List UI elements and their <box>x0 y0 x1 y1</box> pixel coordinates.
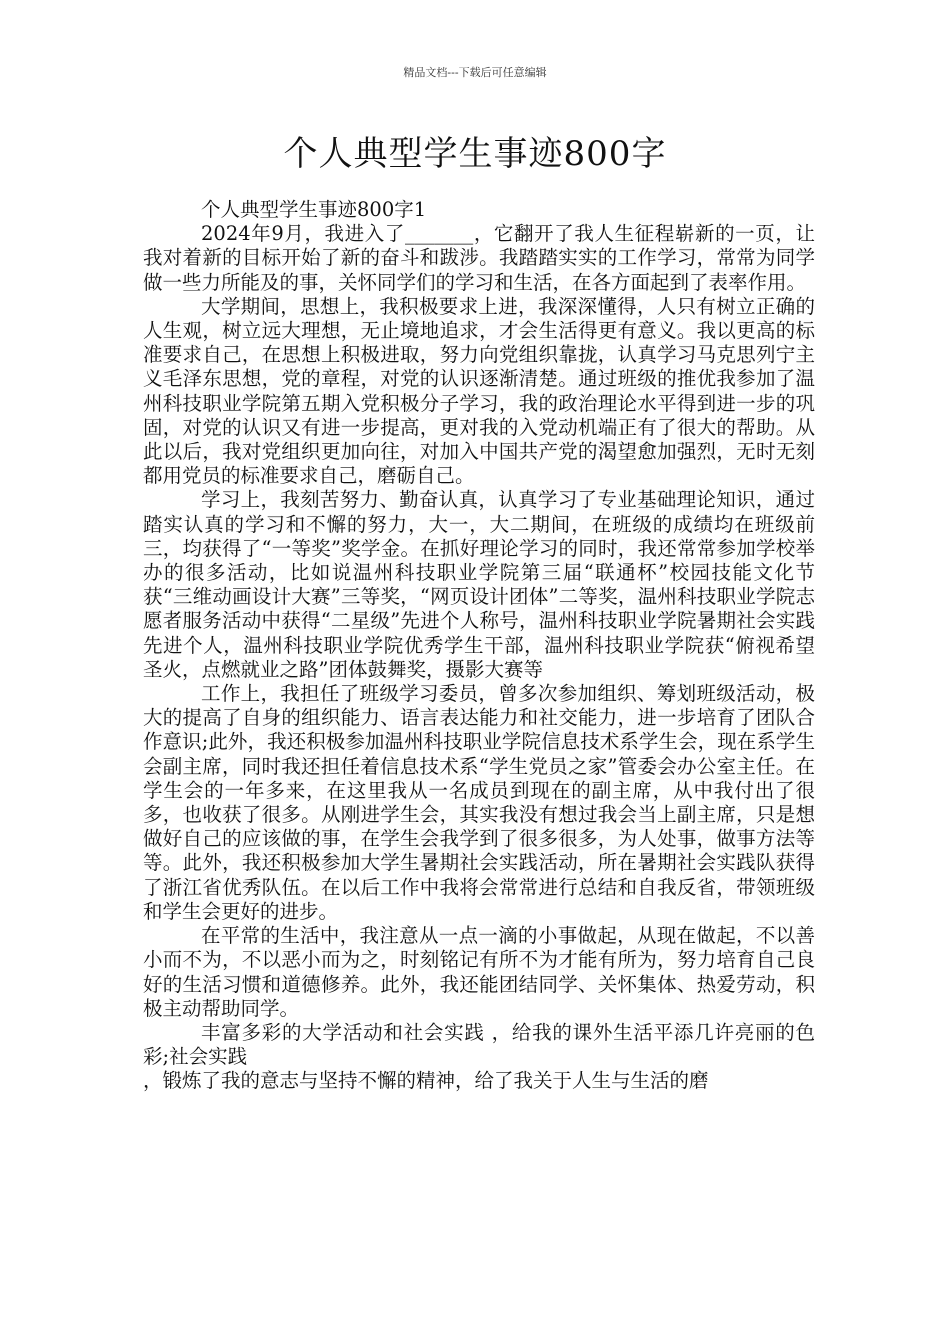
document-title: 个人典型学生事迹800字 <box>283 134 667 174</box>
paragraph-life: 在平常的生活中，我注意从一点一滴的小事做起，从现在做起，不以善小而不为，不以恶小而为之，时刻铭记有所不为才能有所为，努力培育自己良好的生活习惯和道德修养。此外，我还能团结同学、关怀集体、热爱劳动，积极主动帮助同学。 <box>143 924 815 1020</box>
section-heading: 个人典型学生事迹800字1 <box>201 198 427 221</box>
paragraph-study: 学习上，我刻苦努力、勤奋认真，认真学习了专业基础理论知识，通过踏实认真的学习和不懈的努力，大一，大二期间，在班级的成绩均在班级前三，均获得了“一等奖”奖学金。在抓好理论学习的同时，我还常常参加学校举办的很多活动，比如说温州科技职业学院第三届“联通杯”校园技能文化节获“三维动画设计大赛”三等奖，“网页设计团体”二等奖，温州科技职业学院志愿者服务活动中获得“二星级”先进个人称号，温州科技职业学院暑期社会实践先进个人，温州科技职业学院优秀学生干部，温州科技职业学院获“俯视希望圣火，点燃就业之路”团体鼓舞奖，摄影大赛等 <box>143 488 815 681</box>
paragraph-intro: 2024年9月，我进入了_______，它翻开了我人生征程崭新的一页，让我对着新的目标开始了新的奋斗和跋涉。我踏踏实实的工作学习，常常为同学做一些力所能及的事，关怀同学们的学习和生活，在各方面起到了表率作用。 <box>143 222 815 294</box>
paragraph-ideology: 大学期间，思想上，我积极要求上进，我深深懂得，人只有树立正确的人生观，树立远大理想，无止境地追求，才会生活得更有意义。我以更高的标准要求自己，在思想上积极进取，努力向党组织靠拢，认真学习马克思列宁主义毛泽东思想，党的章程，对党的认识逐渐清楚。通过班级的推优我参加了温州科技职业学院第五期入党积极分子学习，我的政治理论水平得到进一步的巩固，对党的认识又有进一步提高，更对我的入党动机端正有了很大的帮助。从此以后，我对党组织更加向往，对加入中国共产党的渴望愈加强烈，无时无刻都用党员的标准要求自己，磨砺自己。 <box>143 294 815 488</box>
paragraph-activities: 丰富多彩的大学活动和社会实践 ，给我的课外生活平添几许亮丽的色彩;社会实践 <box>143 1020 815 1069</box>
document-body <box>143 198 815 1094</box>
paragraph-continuation: ，锻炼了我的意志与坚持不懈的精神，给了我关于人生与生活的磨 <box>143 1069 709 1093</box>
page-header: 精品文档---下载后可任意编辑 <box>403 66 547 79</box>
paragraph-work: 工作上，我担任了班级学习委员，曾多次参加组织、筹划班级活动，极大的提高了自身的组织能力、语言表达能力和社交能力，进一步培育了团队合作意识;此外，我还积极参加温州科技职业学院信息技术系学生会，现在系学生会副主席，同时我还担任着信息技术系“学生党员之家”管委会办公室主任。在学生会的一年多来，在这里我从一名成员到现在的副主席，从中我付出了很多，也收获了很多。从刚进学生会，其实我没有想过我会当上副主席，只是想做好自己的应该做的事，在学生会我学到了很多很多，为人处事，做事方法等等。此外，我还积极参加大学生暑期社会实践活动，所在暑期社会实践队获得了浙江省优秀队伍。在以后工作中我将会常常进行总结和自我反省，带领班级和学生会更好的进步。 <box>143 682 815 923</box>
